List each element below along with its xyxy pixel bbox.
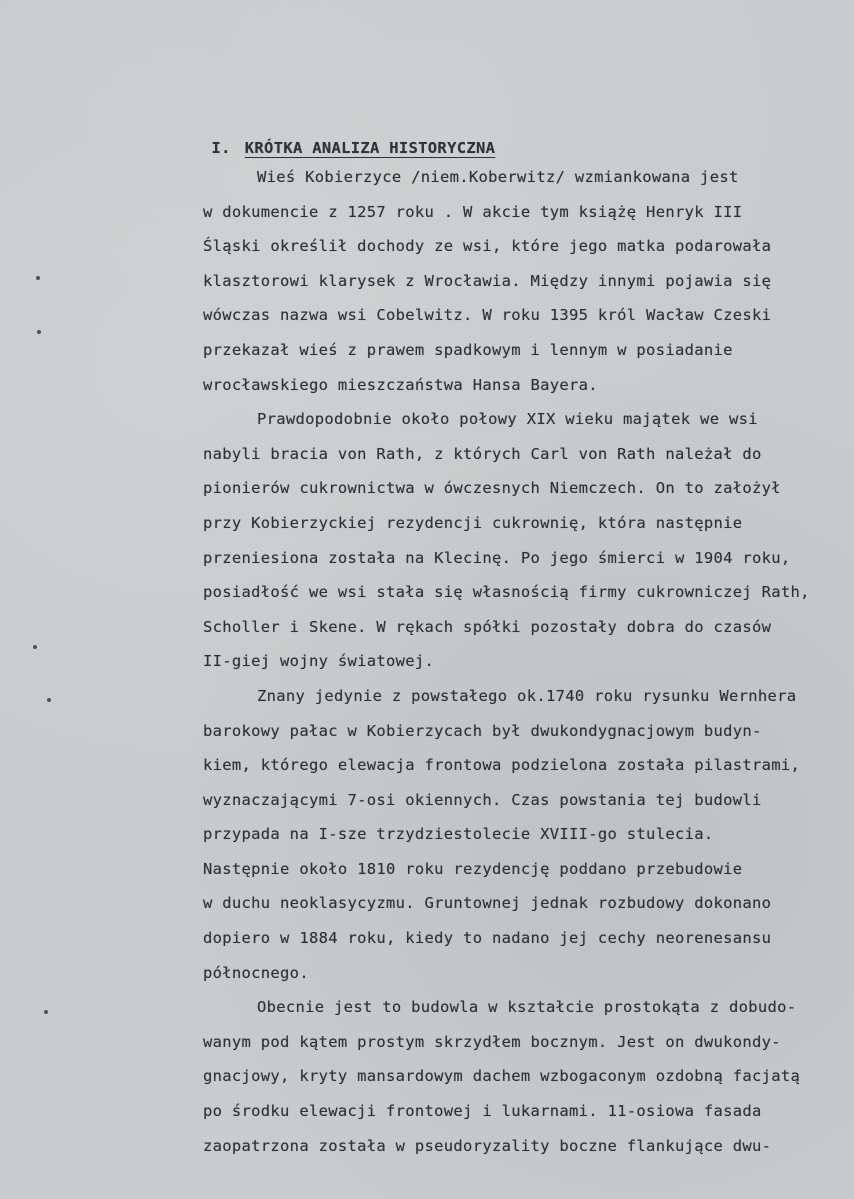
text-line: kiem, którego elewacja frontowa podzielona została pilastrami,: [203, 756, 801, 775]
text-line: zaopatrzona została w pseudoryzality boczne flankujące dwu-: [203, 1136, 772, 1155]
text-line: Śląski określił dochody ze wsi, które jego matka podarowała: [203, 237, 772, 256]
text-line: wanym pod kątem prostym skrzydłem bocznym. Jest on dwukondy-: [203, 1032, 781, 1051]
text-line: Znany jedynie z powstałego ok.1740 roku rysunku Wernhera: [257, 686, 797, 705]
text-line: pionierów cukrownictwa w ówczesnych Niemczech. On to założył: [203, 479, 781, 498]
text-line: wówczas nazwa wsi Cobelwitz. W roku 1395 król Wacław Czeski: [203, 306, 772, 325]
text-line: gnacjowy, kryty mansardowym dachem wzbogaconym ozdobną facjatą: [203, 1067, 801, 1086]
section-number: I.: [211, 139, 231, 157]
margin-speck: [36, 276, 40, 280]
text-line: Obecnie jest to budowla w kształcie prostokąta z dobudo-: [257, 998, 797, 1017]
text-line: wyznaczającymi 7-osi okiennych. Czas powstania tej budowli: [203, 790, 762, 809]
text-line: barokowy pałac w Kobierzycach był dwukondygnacjowym budyn-: [203, 721, 762, 740]
text-line: Wieś Kobierzyce /niem.Koberwitz/ wzmiankowana jest: [257, 168, 739, 186]
margin-speck: [47, 698, 51, 702]
text-line: przypada na I-sze trzydziestolecie XVIII-go stulecia.: [203, 825, 714, 844]
margin-speck: [37, 330, 41, 334]
text-line: posiadłość we wsi stała się własnością firmy cukrowniczej Rath,: [203, 583, 810, 602]
text-line: nabyli bracia von Rath, z których Carl von Rath należał do: [203, 444, 762, 463]
text-line: Prawdopodobnie około połowy XIX wieku majątek we wsi: [257, 410, 758, 429]
text-line: klasztorowi klarysek z Wrocławia. Między innymi pojawia się: [203, 271, 772, 290]
text-line: Scholler i Skene. W rękach spółki pozostały dobra do czasów: [203, 617, 772, 636]
text-line: II-giej wojny światowej.: [203, 652, 435, 671]
text-line: w duchu neoklasycyzmu. Gruntownej jednak rozbudowy dokonano: [203, 894, 772, 913]
text-line: północnego.: [203, 963, 309, 982]
text-line: przekazał wieś z prawem spadkowym i lennym w posiadanie: [203, 340, 733, 359]
text-line: dopiero w 1884 roku, kiedy to nadano jej cechy neorenesansu: [203, 929, 772, 948]
body-text: [203, 160, 843, 1163]
text-line: wrocławskiego mieszczaństwa Hansa Bayera.: [203, 375, 598, 394]
text-line: przy Kobierzyckiej rezydencji cukrownię, która następnie: [203, 513, 743, 532]
text-line: w dokumencie z 1257 roku . W akcie tym książę Henryk III: [203, 202, 743, 221]
section-title: KRÓTKA ANALIZA HISTORYCZNA: [244, 139, 496, 157]
text-line: przeniesiona została na Klecinę. Po jego śmierci w 1904 roku,: [203, 548, 791, 567]
margin-speck: [44, 1010, 48, 1014]
text-line: Następnie około 1810 roku rezydencję poddano przebudowie: [203, 859, 743, 878]
text-line: po środku elewacji frontowej i lukarnami. 11-osiowa fasada: [203, 1102, 762, 1121]
margin-speck: [33, 645, 37, 649]
